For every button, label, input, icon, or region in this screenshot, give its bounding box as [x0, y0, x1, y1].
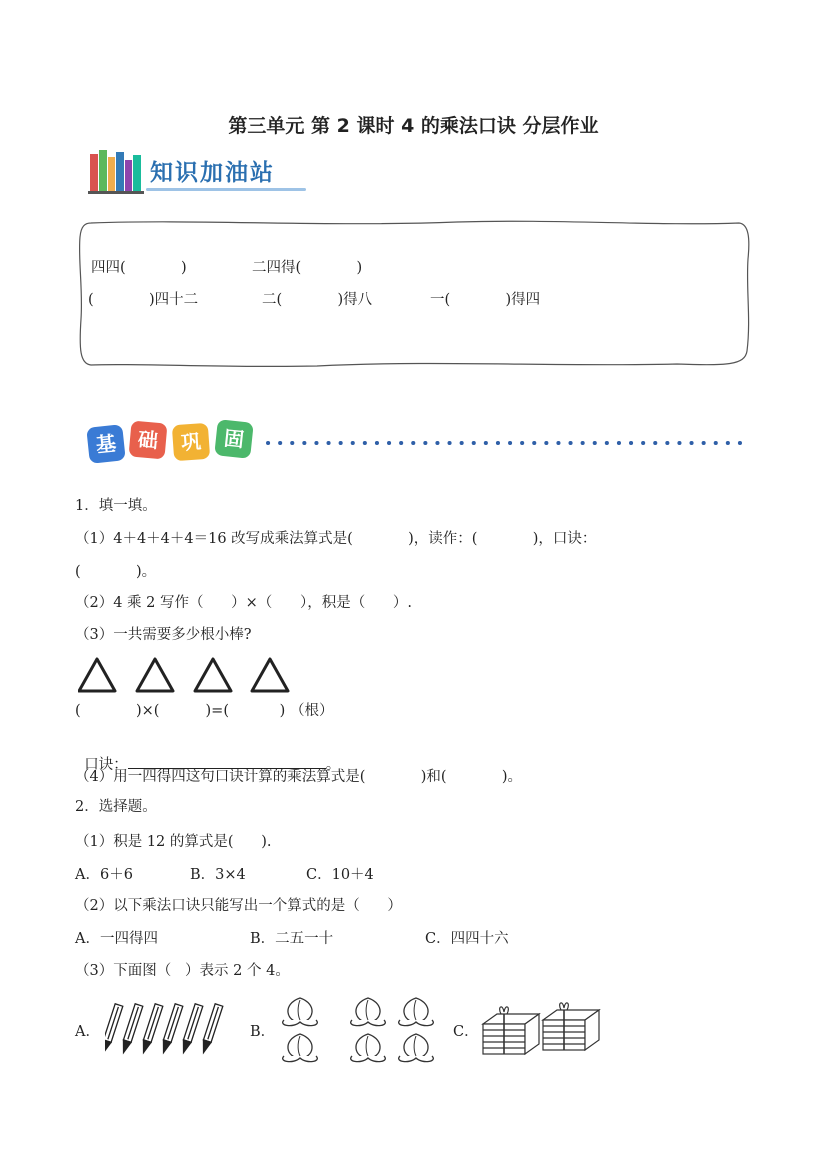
triangle-icon	[195, 659, 231, 691]
peaches-image	[275, 992, 445, 1067]
q2-part2-option-a: A．一四得四	[75, 931, 158, 947]
book-stacks-image	[481, 1002, 606, 1060]
pen-icon	[160, 1004, 183, 1054]
pen-icon	[105, 1004, 123, 1054]
box-row1-item1: 四四( )	[91, 260, 187, 276]
peach-icon	[283, 1034, 318, 1062]
q2-part3-label-b: B．	[250, 1024, 276, 1040]
pens-image	[105, 1003, 230, 1063]
page-title: 第三单元 第 2 课时 4 的乘法口诀 分层作业	[228, 115, 599, 137]
pen-icon	[180, 1004, 203, 1054]
q2-part3-label-c: C．	[453, 1024, 479, 1040]
basics-tile-2	[128, 420, 167, 459]
basics-tile-4	[214, 419, 254, 459]
peach-icon	[351, 998, 386, 1026]
basics-char-3: 巩	[180, 429, 202, 455]
books-icon	[88, 148, 144, 194]
q2-part2: （2）以下乘法口诀只能写出一个算式的是（ ）	[75, 898, 402, 914]
q2-part1-option-b: B．3×4	[190, 867, 246, 883]
basics-char-4: 固	[222, 426, 246, 452]
q1-part3: （3）一共需要多少根小棒?	[75, 627, 252, 643]
pen-icon	[200, 1004, 223, 1054]
q2-part1: （1）积是 12 的算式是( ).	[75, 834, 272, 850]
q2-part2-option-b: B．二五一十	[250, 931, 334, 947]
triangle-icon	[252, 659, 288, 691]
koujue-end: 。	[325, 757, 341, 773]
q1-heading: 1．填一填。	[75, 498, 157, 514]
basics-banner	[88, 420, 748, 470]
basics-tile-1	[86, 424, 126, 464]
q2-part1-option-c: C．10＋4	[306, 867, 374, 883]
box-row1-item2: 二四得( )	[252, 260, 363, 276]
basics-char-1: 基	[94, 431, 118, 457]
q2-part3: （3）下面图（ ）表示 2 个 4。	[75, 963, 290, 979]
box-row2-item1: ( )四十二	[88, 292, 199, 308]
q2-part3-label-a: A．	[75, 1024, 100, 1040]
koujue-label: 口诀：	[84, 757, 128, 773]
book-stack-icon	[543, 1003, 599, 1050]
box-row2-item3: 一( )得四	[430, 292, 541, 308]
box-row2-item2: 二( )得八	[262, 292, 373, 308]
triangles-figure	[78, 656, 308, 696]
q1-part4: （4）用一四得四这句口诀计算的乘法算式是( )和( )。	[75, 769, 522, 785]
q2-part2-option-c: C．四四十六	[425, 931, 509, 947]
basics-tile-3	[172, 423, 210, 461]
dotted-line	[266, 438, 746, 448]
banner-underline	[146, 188, 306, 191]
peach-icon	[283, 998, 318, 1026]
book-stack-icon	[483, 1007, 539, 1054]
triangle-icon	[79, 659, 115, 691]
peach-icon	[351, 1034, 386, 1062]
knowledge-banner-text: 知识加油站	[150, 160, 275, 186]
peach-icon	[399, 1034, 434, 1062]
knowledge-banner	[88, 148, 318, 198]
q2-heading: 2．选择题。	[75, 799, 157, 815]
q1-part1-line2: ( )。	[75, 564, 157, 580]
q1-part2: （2）4 乘 2 写作（ ）×（ ），积是（ ）.	[75, 595, 412, 611]
q1-part1-line1: （1）4＋4＋4＋4＝16 改写成乘法算式是( )，读作：( )，口诀：	[75, 531, 597, 547]
triangle-icon	[137, 659, 173, 691]
q1-part3-answer: ( )×( )=( ) （根）	[75, 703, 334, 719]
pen-icon	[120, 1004, 143, 1054]
peach-icon	[399, 998, 434, 1026]
basics-char-2: 础	[136, 427, 160, 453]
q2-part1-option-a: A．6＋6	[75, 867, 133, 883]
pen-icon	[140, 1004, 163, 1054]
